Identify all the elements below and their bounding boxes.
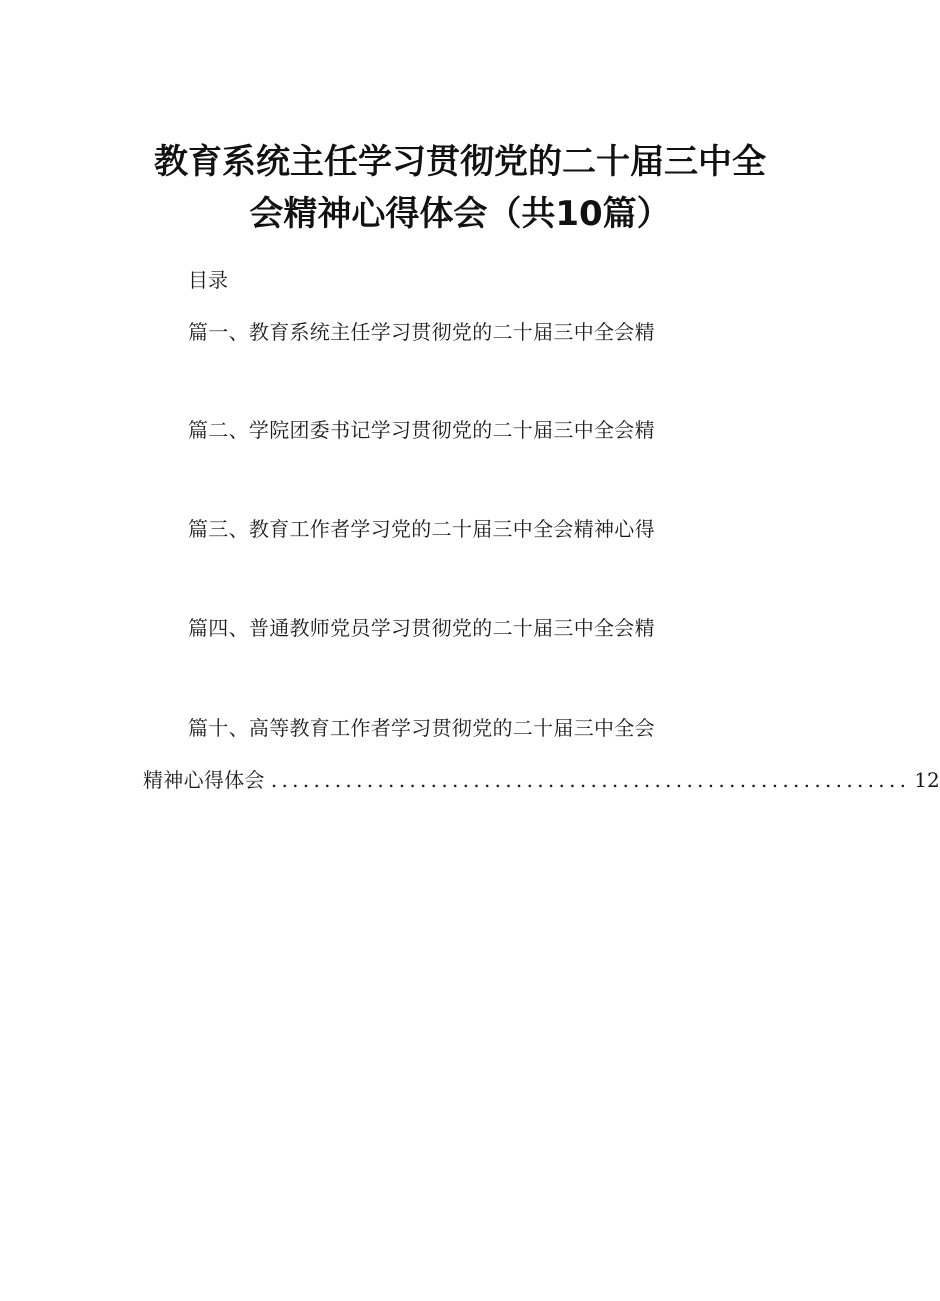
toc-item-5-continuation[interactable] xyxy=(143,764,940,793)
toc-item-4[interactable]: 篇四、普通教师党员学习贯彻党的二十届三中全会精 xyxy=(188,616,655,640)
toc-item-2[interactable]: 篇二、学院团委书记学习贯彻党的二十届三中全会精 xyxy=(188,418,655,442)
toc-page-number: 12 xyxy=(914,768,940,792)
toc-item-5[interactable]: 篇十、高等教育工作者学习贯彻党的二十届三中全会 xyxy=(188,716,655,740)
toc-dot-leader: ............................................................ xyxy=(270,768,911,792)
toc-item-1[interactable]: 篇一、教育系统主任学习贯彻党的二十届三中全会精 xyxy=(188,320,655,344)
document-title-line-2: 会精神心得体会（共10篇） xyxy=(249,194,671,234)
toc-heading: 目录 xyxy=(188,268,228,292)
document-title-line-1: 教育系统主任学习贯彻党的二十届三中全 xyxy=(154,142,766,182)
toc-item-5-continuation-text: 精神心得体会 xyxy=(143,768,265,792)
toc-item-3[interactable]: 篇三、教育工作者学习党的二十届三中全会精神心得 xyxy=(188,517,655,541)
